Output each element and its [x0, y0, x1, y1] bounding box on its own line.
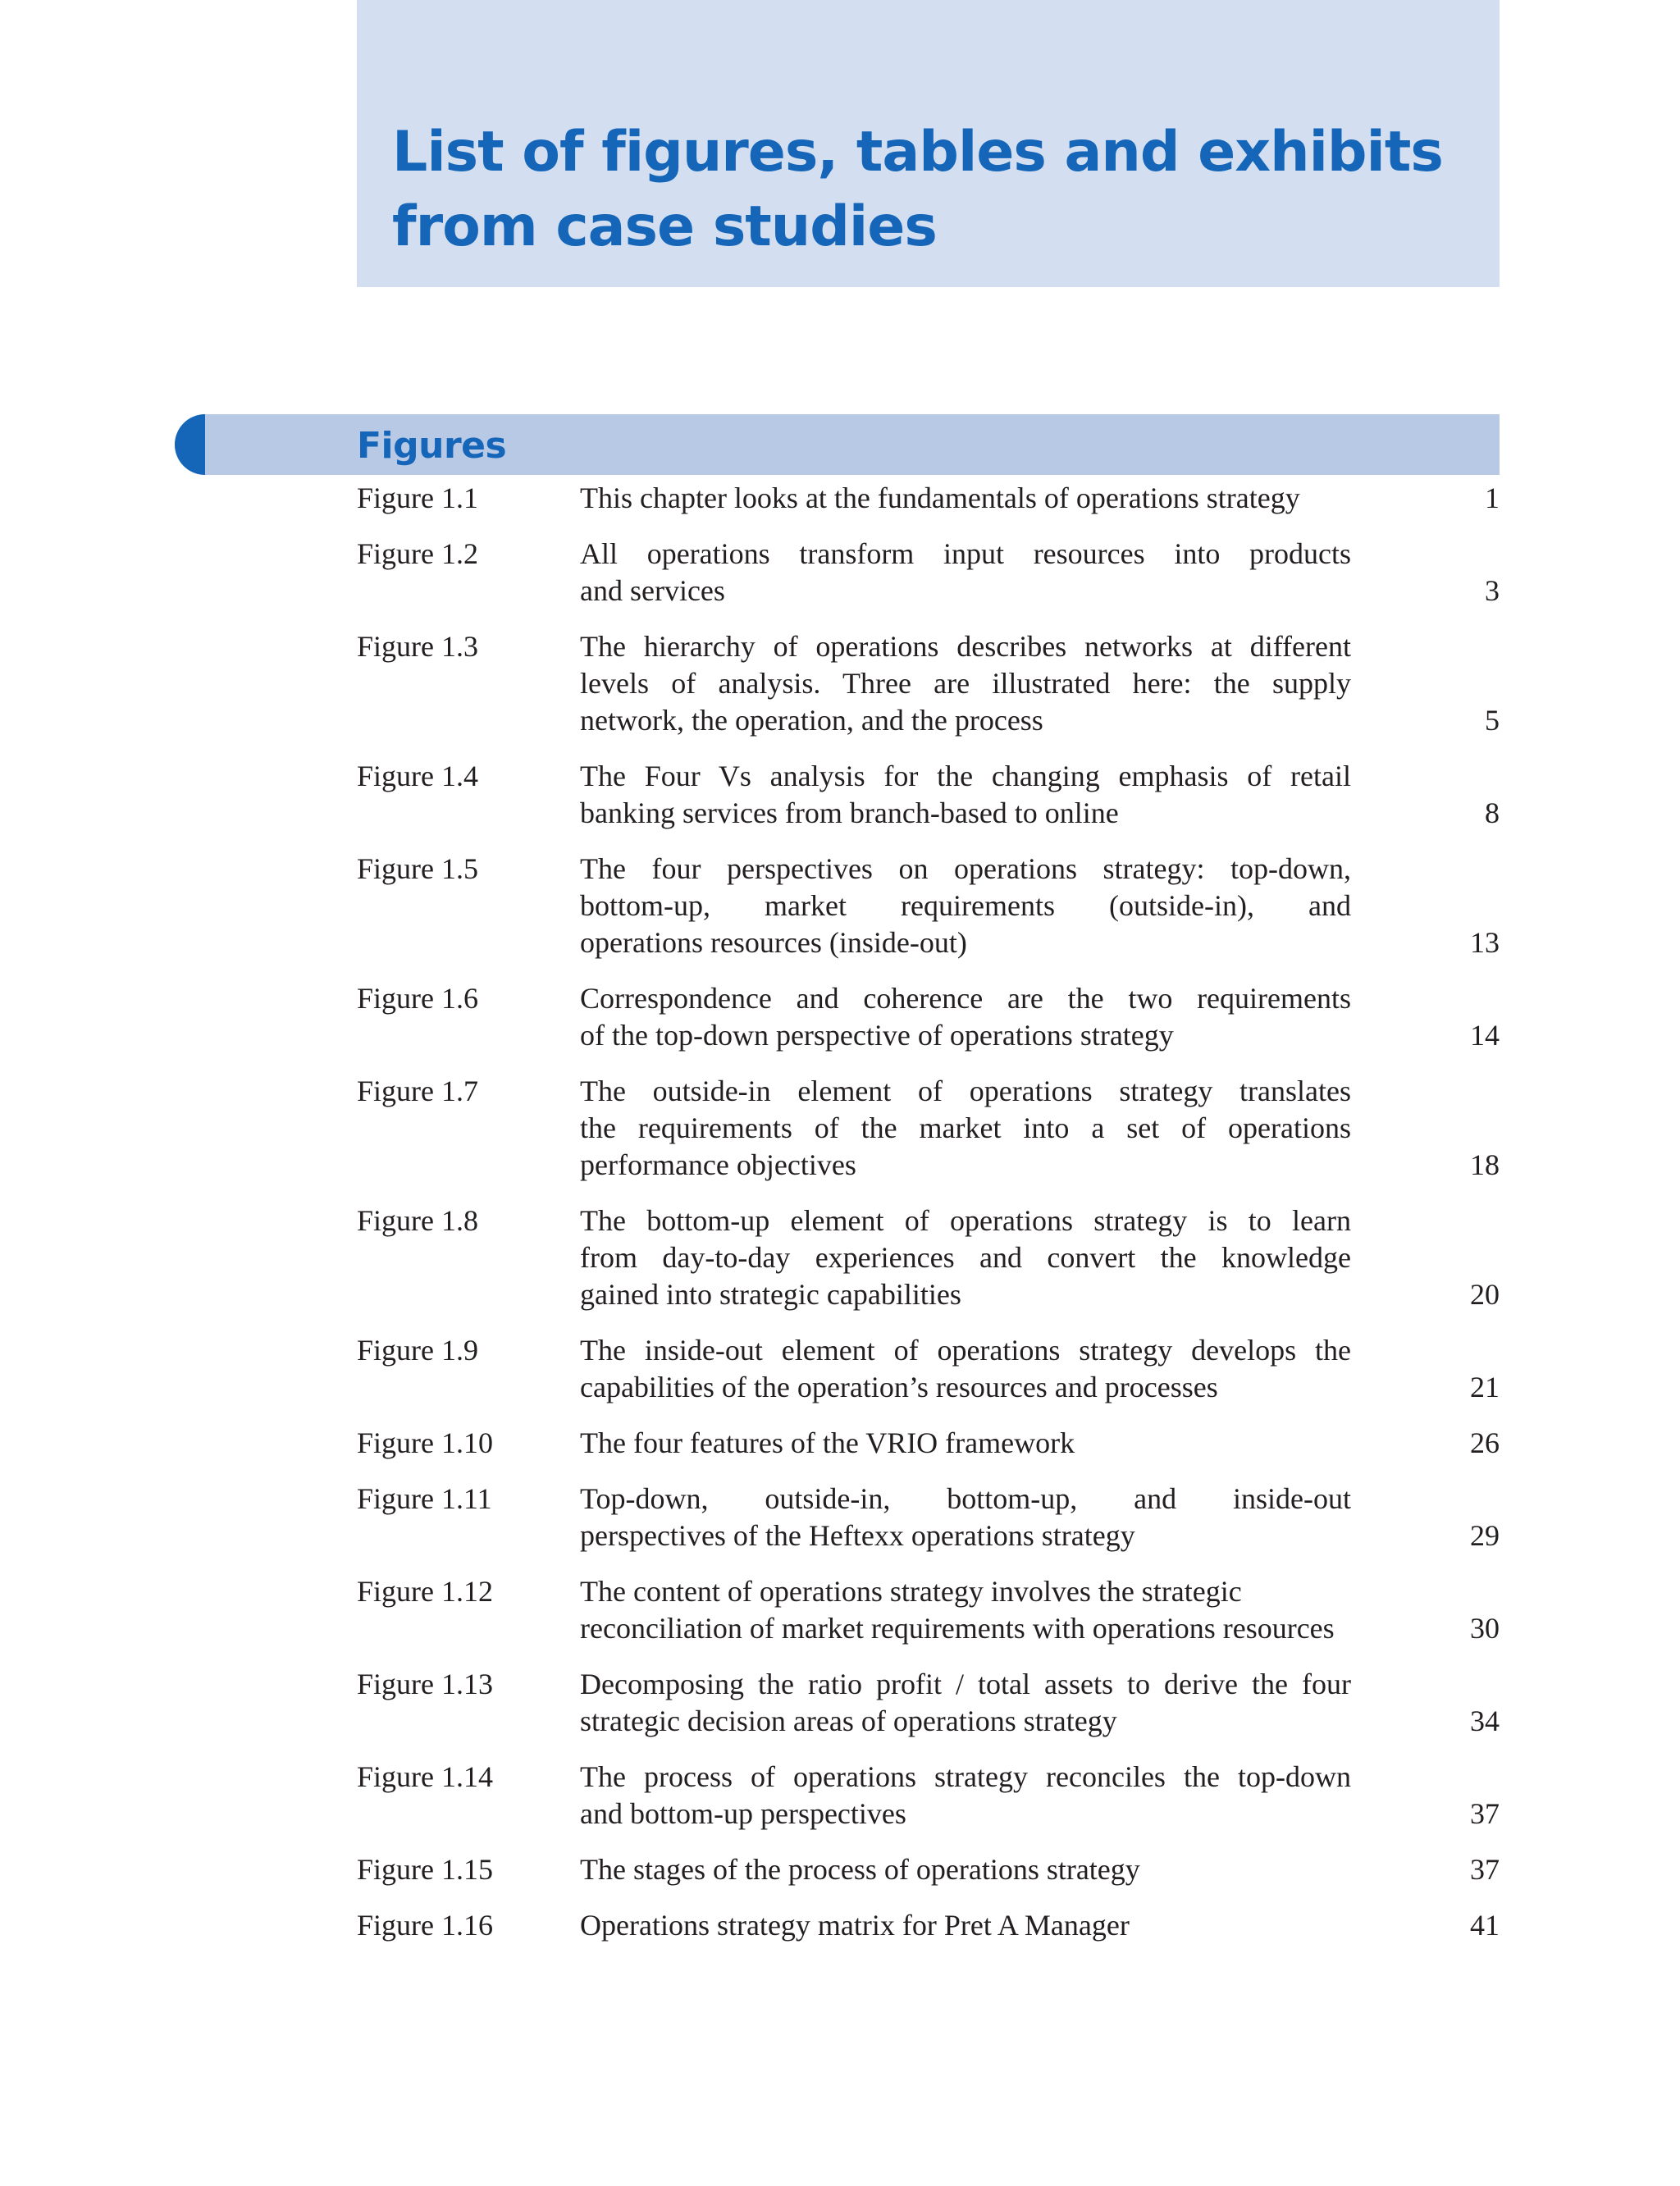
- figure-label: Figure 1.2: [357, 537, 478, 570]
- figure-description-line: The bottom-up element of operations strategy is to learn: [580, 1204, 1351, 1237]
- figure-description-line: perspectives of the Heftexx operations strategy: [580, 1519, 1135, 1552]
- page-title: [392, 115, 1459, 264]
- figure-page-number: 5: [1485, 704, 1500, 737]
- figure-page-number: 8: [1485, 796, 1500, 829]
- figure-description-line: gained into strategic capabilities: [580, 1278, 961, 1311]
- figure-description: [580, 1851, 1466, 1888]
- figure-entry: [357, 536, 1500, 609]
- figure-description: [580, 1573, 1466, 1647]
- figure-description-line: The four perspectives on operations strategy: top-down,: [580, 852, 1351, 885]
- figure-description-line: performance objectives: [580, 1148, 856, 1181]
- figure-description-line: strategic decision areas of operations strategy: [580, 1705, 1117, 1737]
- figure-label: Figure 1.1: [357, 481, 478, 514]
- figure-page-number: 21: [1470, 1371, 1500, 1403]
- figure-description-line: The four features of the VRIO framework: [580, 1426, 1075, 1459]
- figure-description-line: The content of operations strategy involves the strategic: [580, 1575, 1242, 1608]
- figure-page-number: 14: [1470, 1019, 1500, 1052]
- figure-entry: [357, 980, 1500, 1054]
- figure-description-line: The outside-in element of operations strategy translates: [580, 1075, 1351, 1107]
- figure-description-line: the requirements of the market into a set of operations: [580, 1111, 1351, 1144]
- figure-description-line: Operations strategy matrix for Pret A Manager: [580, 1909, 1130, 1942]
- figure-description-line: of the top-down perspective of operations strategy: [580, 1019, 1174, 1052]
- figure-page-number: 20: [1470, 1278, 1500, 1311]
- figure-description: [580, 1332, 1351, 1406]
- figure-description-line: reconciliation of market requirements with operations resources: [580, 1612, 1335, 1645]
- figure-description-line: Top-down, outside-in, bottom-up, and inside-out: [580, 1482, 1351, 1515]
- figure-description-line: network, the operation, and the process: [580, 704, 1043, 737]
- figure-page-number: 37: [1470, 1797, 1500, 1830]
- figure-description-line: Decomposing the ratio profit / total assets to derive the four: [580, 1668, 1351, 1700]
- figure-page-number: 26: [1470, 1426, 1500, 1459]
- figure-label: Figure 1.5: [357, 852, 478, 885]
- figure-description: [580, 1759, 1351, 1832]
- figure-description-line: Correspondence and coherence are the two requirements: [580, 982, 1351, 1015]
- figure-page-number: 3: [1485, 574, 1500, 607]
- figure-entry: [357, 758, 1500, 832]
- figure-page-number: 1: [1485, 481, 1500, 514]
- figure-description-line: This chapter looks at the fundamentals of operations strategy: [580, 481, 1300, 514]
- figure-entry: [357, 1332, 1500, 1406]
- figure-entry: [357, 1666, 1500, 1740]
- figure-entry: [357, 1481, 1500, 1554]
- figure-description-line: banking services from branch-based to online: [580, 796, 1119, 829]
- figure-page-number: 41: [1470, 1909, 1500, 1942]
- figure-description-line: The process of operations strategy reconciles the top-down: [580, 1760, 1351, 1793]
- figure-description-line: capabilities of the operation’s resources and processes: [580, 1371, 1218, 1403]
- figure-description-line: The Four Vs analysis for the changing emphasis of retail: [580, 760, 1351, 792]
- figure-page-number: 13: [1470, 926, 1500, 959]
- figure-description-line: The stages of the process of operations strategy: [580, 1853, 1140, 1886]
- section-title: Figures: [357, 425, 507, 467]
- figures-list: [357, 480, 1500, 1963]
- figure-entry: [357, 1425, 1500, 1462]
- figure-entry: [357, 1203, 1500, 1313]
- figure-description-line: from day-to-day experiences and convert the knowledge: [580, 1241, 1351, 1274]
- figure-description: [580, 1073, 1351, 1184]
- figure-label: Figure 1.13: [357, 1668, 493, 1700]
- figure-page-number: 34: [1470, 1705, 1500, 1737]
- figure-description: [580, 1203, 1351, 1313]
- figure-description-line: and bottom-up perspectives: [580, 1797, 906, 1830]
- figure-description: [580, 480, 1466, 517]
- figure-description: [580, 1481, 1351, 1554]
- figure-label: Figure 1.4: [357, 760, 478, 792]
- figure-description: [580, 1666, 1351, 1740]
- figure-label: Figure 1.12: [357, 1575, 493, 1608]
- figure-description: [580, 758, 1351, 832]
- figure-description-line: bottom-up, market requirements (outside-in), and: [580, 889, 1351, 922]
- figure-label: Figure 1.11: [357, 1482, 492, 1515]
- figure-label: Figure 1.8: [357, 1204, 478, 1237]
- figure-entry: [357, 1073, 1500, 1184]
- figure-page-number: 29: [1470, 1519, 1500, 1552]
- figure-description-line: The hierarchy of operations describes networks at different: [580, 630, 1351, 663]
- figure-label: Figure 1.15: [357, 1853, 493, 1886]
- figure-description: [580, 851, 1351, 961]
- figure-description-line: All operations transform input resources into products: [580, 537, 1351, 570]
- figure-description-line: levels of analysis. Three are illustrated here: the supply: [580, 667, 1351, 700]
- figure-page-number: 37: [1470, 1853, 1500, 1886]
- figure-label: Figure 1.6: [357, 982, 478, 1015]
- figure-page-number: 30: [1470, 1612, 1500, 1645]
- figure-label: Figure 1.10: [357, 1426, 493, 1459]
- figure-label: Figure 1.16: [357, 1909, 493, 1942]
- section-bar-tab: [175, 414, 205, 475]
- figure-entry: [357, 628, 1500, 739]
- figure-label: Figure 1.14: [357, 1760, 493, 1793]
- figure-page-number: 18: [1470, 1148, 1500, 1181]
- figure-label: Figure 1.7: [357, 1075, 478, 1107]
- figure-label: Figure 1.3: [357, 630, 478, 663]
- page-title-line-1: List of figures, tables and exhibits: [392, 120, 1443, 185]
- figure-description-line: and services: [580, 574, 725, 607]
- figure-entry: [357, 1851, 1500, 1888]
- figure-description-line: operations resources (inside-out): [580, 926, 967, 959]
- figure-entry: [357, 1573, 1500, 1647]
- figure-description: [580, 1425, 1466, 1462]
- page-title-line-2: from case studies: [392, 194, 937, 259]
- figure-entry: [357, 851, 1500, 961]
- figure-entry: [357, 480, 1500, 517]
- figure-description: [580, 1907, 1466, 1944]
- figure-entry: [357, 1907, 1500, 1944]
- figure-description: [580, 536, 1351, 609]
- figure-description: [580, 980, 1351, 1054]
- figure-description: [580, 628, 1351, 739]
- figure-entry: [357, 1759, 1500, 1832]
- figure-label: Figure 1.9: [357, 1334, 478, 1367]
- figure-description-line: The inside-out element of operations strategy develops the: [580, 1334, 1351, 1367]
